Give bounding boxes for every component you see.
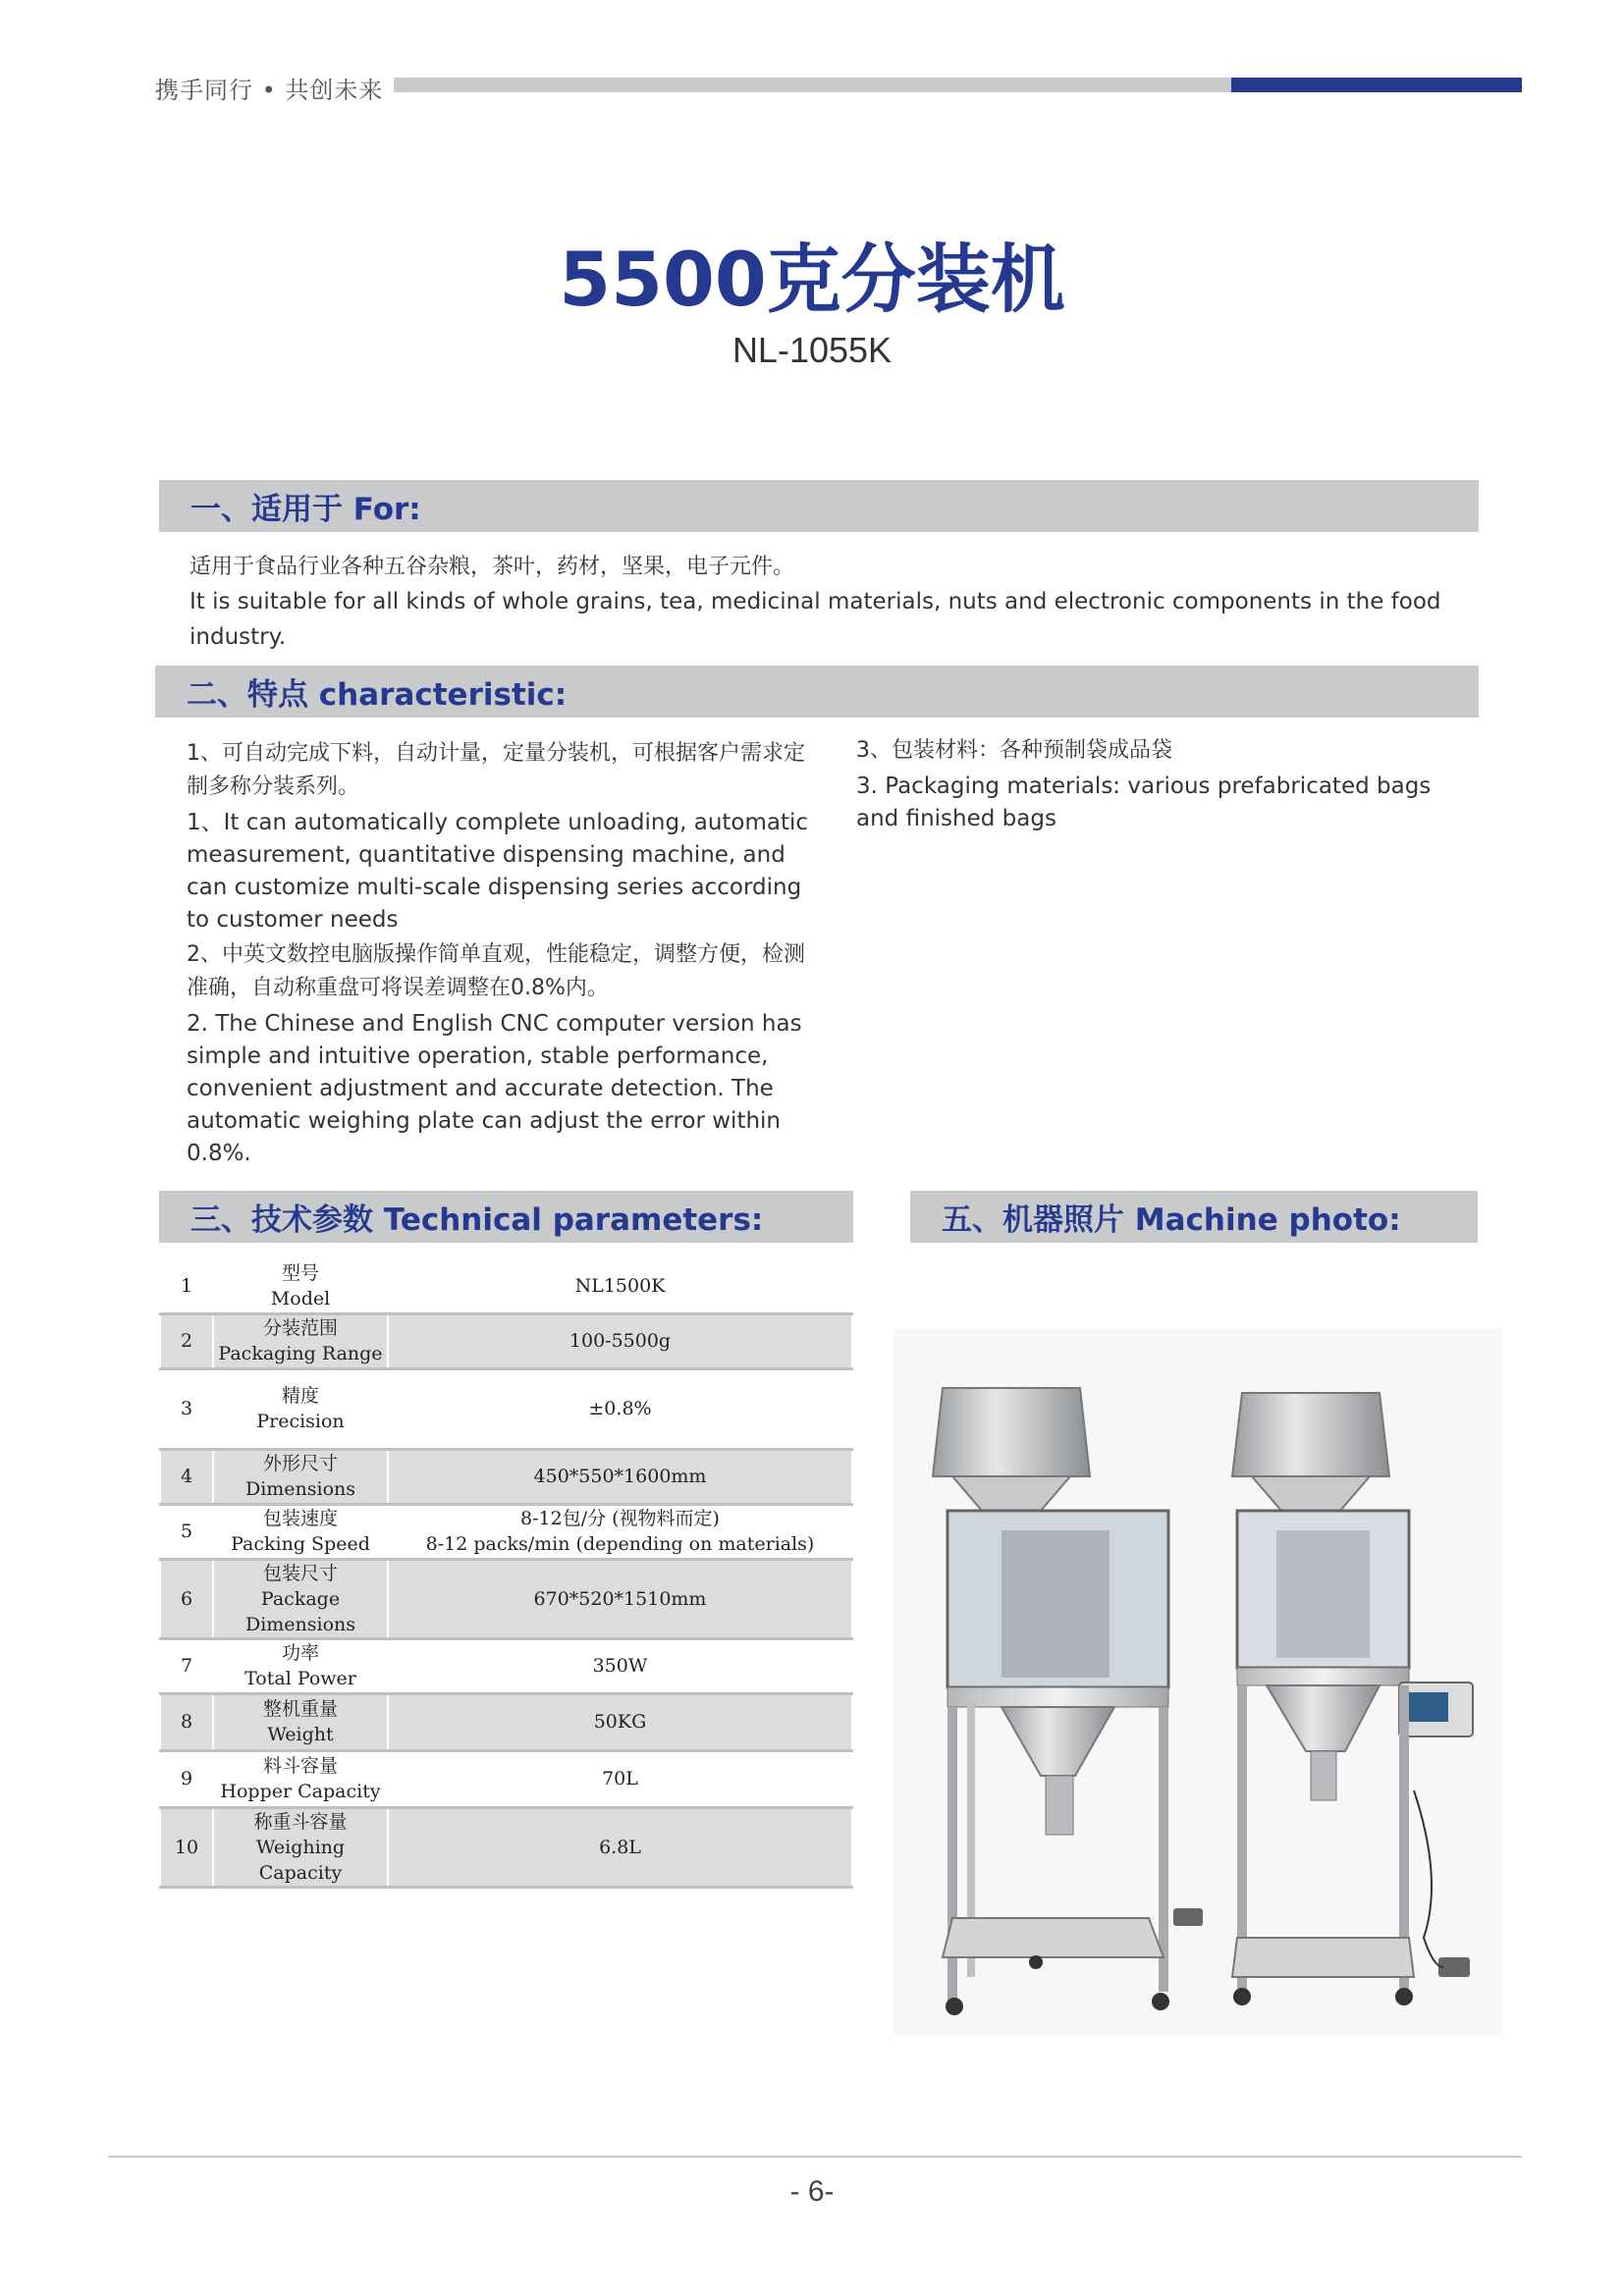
param-value: [388, 1638, 852, 1693]
param-name-cn: 料斗容量: [262, 1755, 338, 1777]
param-name-cn: 包装速度: [262, 1508, 338, 1529]
table-row: [160, 1638, 852, 1693]
table-row: [160, 1504, 852, 1559]
params-table: [159, 1257, 853, 1889]
param-name-en: Hopper Capacity: [220, 1781, 381, 1802]
section-for-heading-text: 一、适用于 For:: [190, 492, 421, 527]
param-index: 3: [160, 1368, 213, 1449]
param-value: [388, 1807, 852, 1887]
param-name-en: Packing Speed: [231, 1533, 370, 1555]
param-index: 2: [160, 1313, 213, 1368]
header-bar-blue: [1231, 78, 1522, 92]
section-for-heading: [159, 480, 1479, 532]
param-name: [213, 1313, 388, 1368]
table-row: [160, 1258, 852, 1313]
param-index: 5: [160, 1504, 213, 1559]
table-row: [160, 1693, 852, 1750]
param-name: [213, 1504, 388, 1559]
param-name-en: Dimensions: [244, 1478, 356, 1500]
param-name-en: Total Power: [244, 1668, 356, 1689]
machine-photo-image: [893, 1329, 1502, 2036]
param-value-text: 6.8L: [599, 1836, 641, 1858]
section-photo-heading-text: 五、机器照片 Machine photo:: [942, 1202, 1401, 1238]
param-name-en: Weighing Capacity: [255, 1836, 346, 1884]
section-photo-heading: [910, 1191, 1478, 1243]
param-name-en: Model: [270, 1287, 331, 1309]
param-name-cn: 包装尺寸: [262, 1562, 338, 1584]
param-index: 6: [160, 1559, 213, 1638]
machine-photo: [893, 1329, 1502, 2036]
param-value-text: 100-5500g: [568, 1330, 672, 1352]
param-value-text: 670*520*1510mm: [533, 1587, 707, 1610]
param-value: [388, 1750, 852, 1807]
param-name-cn: 外形尺寸: [262, 1453, 338, 1474]
param-name-cn: 精度: [281, 1385, 319, 1407]
table-row: [160, 1750, 852, 1807]
param-name-en: Weight: [267, 1724, 334, 1745]
param-value: [388, 1693, 852, 1750]
param-index: 10: [160, 1807, 213, 1887]
param-value: [388, 1313, 852, 1368]
characteristic-right-column: [856, 734, 1445, 835]
table-row: [160, 1368, 852, 1449]
param-value: [388, 1368, 852, 1449]
param-name-cn: 称重斗容量: [253, 1810, 348, 1833]
param-value-text: 50KG: [593, 1711, 647, 1733]
table-row: [160, 1449, 852, 1504]
param-value-text-en: 8-12 packs/min (depending on materials): [425, 1533, 815, 1555]
param-name: [213, 1559, 388, 1638]
param-index: 8: [160, 1693, 213, 1750]
param-name-en: Packaging Range: [218, 1343, 383, 1364]
for-cn: 适用于食品行业各种五谷杂粮，茶叶，药材，坚果，电子元件。: [189, 555, 795, 579]
param-name: [213, 1449, 388, 1504]
param-value: [388, 1449, 852, 1504]
param-name: [213, 1750, 388, 1807]
param-name: [213, 1258, 388, 1313]
param-name-cn: 功率: [281, 1642, 319, 1664]
header-slogan: 携手同行 • 共创未来: [155, 77, 384, 104]
param-value-text: NL1500K: [574, 1274, 666, 1297]
param-name-cn: 分装范围: [262, 1317, 338, 1339]
for-en: It is suitable for all kinds of whole grains, tea, medicinal materials, nuts and electronic components in the food industry.: [189, 589, 1441, 650]
model-subtitle: NL-1055K: [731, 330, 893, 370]
characteristic-item2-cn: 2、中英文数控电脑版操作简单直观，性能稳定，调整方便，检测准确，自动称重盘可将误差调整在0.8%内。: [187, 942, 805, 1000]
table-row: [160, 1807, 852, 1887]
param-name-cn: 整机重量: [262, 1698, 338, 1720]
param-name-en: Package Dimensions: [244, 1587, 356, 1635]
param-index: 9: [160, 1750, 213, 1807]
param-name: [213, 1638, 388, 1693]
characteristic-item3-en: 3. Packaging materials: various prefabricated bags and finished bags: [856, 774, 1432, 831]
param-index: 1: [160, 1258, 213, 1313]
characteristic-left-column: [187, 737, 815, 1170]
table-row: [160, 1559, 852, 1638]
characteristic-item1-cn: 1、可自动完成下料，自动计量，定量分装机，可根据客户需求定制多称分装系列。: [187, 741, 805, 799]
param-name: [213, 1807, 388, 1887]
characteristic-item3-cn: 3、包装材料：各种预制袋成品袋: [856, 738, 1172, 763]
table-row: [160, 1313, 852, 1368]
section-characteristic-heading-text: 二、特点 characteristic:: [187, 677, 568, 713]
section-params-heading-text: 三、技术参数 Technical parameters:: [190, 1202, 764, 1238]
param-value: [388, 1504, 852, 1559]
param-value-text: 350W: [592, 1655, 648, 1677]
param-name: [213, 1368, 388, 1449]
section-characteristic-heading: [155, 666, 1479, 718]
page-number: - 6-: [789, 2175, 835, 2208]
param-index: 7: [160, 1638, 213, 1693]
section-params-heading: [159, 1191, 853, 1243]
param-value: [388, 1258, 852, 1313]
param-name-cn: 型号: [281, 1261, 319, 1284]
param-value-text: ±0.8%: [588, 1398, 652, 1419]
param-value-text: 450*550*1600mm: [533, 1466, 707, 1487]
header-bar-gray: [394, 78, 1231, 92]
param-value-text: 70L: [602, 1768, 638, 1789]
section-for-body: [189, 551, 1486, 655]
page-title: 5500克分装机: [559, 236, 1065, 323]
param-index: 4: [160, 1449, 213, 1504]
footer-line: [108, 2156, 1522, 2158]
characteristic-item1-en: 1、It can automatically complete unloading, automatic measurement, quantitative dispensing machine, and can customize multi-scale dispensing series according to customer needs: [187, 810, 809, 933]
param-value: [388, 1559, 852, 1638]
param-name: [213, 1693, 388, 1750]
characteristic-item2-en: 2. The Chinese and English CNC computer version has simple and intuitive operation, stable performance, convenient adjustment and accurate detection. The automatic weighing plate can adjust the error within 0.8%.: [187, 1011, 802, 1166]
param-value-text: 8-12包/分 (视物料而定): [520, 1508, 720, 1529]
param-name-en: Precision: [256, 1411, 345, 1432]
